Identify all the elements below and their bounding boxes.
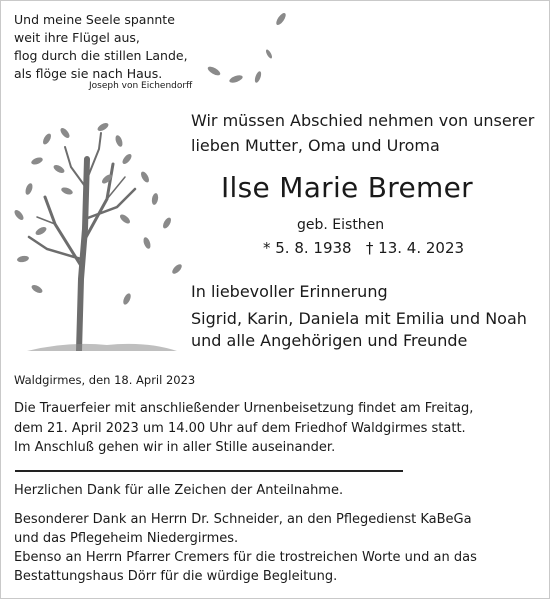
falling-leaves-icon (196, 9, 291, 94)
family-list (191, 308, 527, 352)
poem-line: flog durch die stillen Lande, (14, 48, 188, 63)
poem (14, 11, 188, 83)
intro-line: Wir müssen Abschied nehmen von unserer (191, 111, 535, 130)
deceased-name: Ilse Marie Bremer (221, 171, 473, 204)
poem-line: Und meine Seele spannte (14, 12, 175, 27)
tree-icon (7, 119, 189, 351)
intro-line: lieben Mutter, Oma und Uroma (191, 136, 440, 155)
thanks-line: Besonderer Dank an Herrn Dr. Schneider, an den Pflegedienst KaBeGa (14, 512, 472, 527)
funeral-line: Die Trauerfeier mit anschließender Urnenbeisetzung findet am Freitag, (14, 401, 474, 416)
divider (15, 470, 403, 472)
intro-text (191, 108, 534, 158)
thanks-line: Ebenso an Herrn Pfarrer Cremers für die trostreichen Worte und an das (14, 550, 477, 565)
thanks-general: Herzlichen Dank für alle Zeichen der Anteilnahme. (14, 483, 344, 498)
family-line: Sigrid, Karin, Daniela mit Emilia und Noah (191, 309, 527, 328)
thanks-special (14, 510, 477, 586)
funeral-info (14, 399, 473, 458)
funeral-line: dem 21. April 2023 um 14.00 Uhr auf dem Friedhof Waldgirmes statt. (14, 420, 466, 436)
poem-line: weit ihre Flügel aus, (14, 30, 140, 45)
thanks-line: Bestattungshaus Dörr für die würdige Begleitung. (14, 569, 338, 584)
thanks-line: und das Pflegeheim Niedergirmes. (14, 531, 239, 546)
poem-line: als flöge sie nach Haus. (14, 66, 163, 81)
family-line: und alle Angehörigen und Freunde (191, 331, 468, 350)
memory-label: In liebevoller Erinnerung (191, 282, 388, 301)
funeral-line: Im Anschluß gehen wir in aller Stille auseinander. (14, 440, 336, 455)
place-date: Waldgirmes, den 18. April 2023 (14, 373, 196, 387)
poem-author: Joseph von Eichendorff (89, 81, 193, 91)
life-dates: * 5. 8. 1938 † 13. 4. 2023 (263, 239, 465, 257)
born-name: geb. Eisthen (297, 217, 385, 233)
